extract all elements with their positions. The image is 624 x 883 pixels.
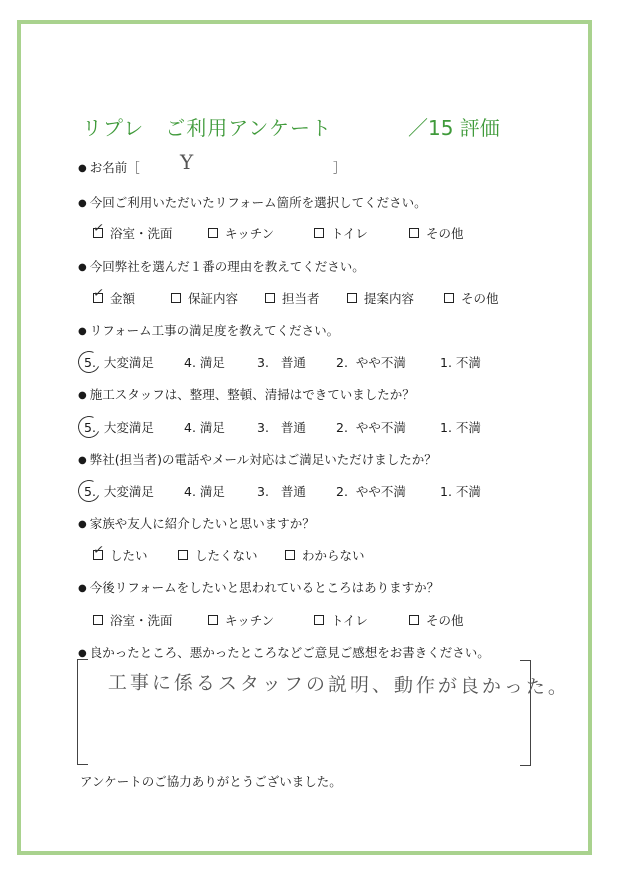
q2-option-price[interactable]: ✓ 金額	[92, 285, 136, 306]
q5-rating-1[interactable]: 1. 不満	[440, 484, 481, 499]
question-reform-area: ● 今回ご利用いただいたリフォーム箇所を選択してください。	[78, 193, 427, 211]
checkbox[interactable]	[92, 285, 105, 303]
question-reason: ● 今回弊社を選んだ１番の理由を教えてください。	[78, 257, 365, 275]
name-value[interactable]: Y	[180, 150, 194, 174]
q1-option-toilet[interactable]: トイレ	[314, 224, 368, 242]
q6-option-yes[interactable]: ✓ したい	[92, 542, 148, 563]
q5-rating-3[interactable]: 3. 普通	[257, 484, 306, 499]
checkbox[interactable]	[208, 615, 218, 625]
q7-option-bath[interactable]: 浴室・洗面	[93, 611, 173, 629]
q4-rating-4[interactable]: 4. 満足	[184, 420, 225, 435]
checkbox[interactable]	[409, 228, 419, 238]
q3-rating-4[interactable]: 4. 満足	[184, 355, 225, 370]
q3-rating-3[interactable]: 3. 普通	[257, 355, 306, 370]
q3-rating-2[interactable]: 2. やや不満	[336, 355, 406, 370]
question-cleanliness: ● 施工スタッフは、整理、整頓、清掃はできていましたか？	[78, 385, 415, 403]
question-communication: ● 弊社(担当者)の電話やメール対応はご満足いただけましたか？	[78, 450, 437, 468]
q1-option-other[interactable]: その他	[409, 224, 464, 242]
checkbox[interactable]	[208, 228, 218, 238]
checkbox[interactable]	[285, 550, 295, 560]
q2-option-warranty[interactable]: 保証内容	[171, 289, 238, 307]
q1-option-bath[interactable]: ✓ 浴室・洗面	[92, 220, 173, 241]
q7-option-toilet[interactable]: トイレ	[314, 611, 368, 629]
comment-text[interactable]: 工事に係るスタッフの説明、動作が良かった。	[107, 671, 571, 699]
checkbox[interactable]	[92, 220, 105, 238]
checkbox[interactable]	[409, 615, 419, 625]
page-border	[17, 20, 592, 855]
check-mark-icon: ✓	[92, 285, 105, 302]
q5-rating-4[interactable]: 4. 満足	[184, 484, 225, 499]
q6-option-unsure[interactable]: わからない	[285, 546, 365, 564]
checkbox[interactable]	[178, 550, 188, 560]
q3-rating-1[interactable]: 1. 不満	[440, 355, 481, 370]
q5-rating-2[interactable]: 2. やや不満	[336, 484, 406, 499]
question-recommend: ● 家族や友人に紹介したいと思いますか？	[78, 514, 315, 532]
q1-option-kitchen[interactable]: キッチン	[208, 224, 274, 242]
checkbox[interactable]	[314, 615, 324, 625]
q2-option-other[interactable]: その他	[444, 289, 499, 307]
name-question: ● お名前［	[78, 158, 140, 176]
q4-rating-1[interactable]: 1. 不満	[440, 420, 481, 435]
footer-thanks: アンケートのご協力ありがとうございました。	[80, 774, 342, 789]
checkbox[interactable]	[171, 293, 181, 303]
q6-option-no[interactable]: したくない	[178, 546, 258, 564]
checkbox[interactable]	[265, 293, 275, 303]
checkbox[interactable]	[444, 293, 454, 303]
q2-option-staff[interactable]: 担当者	[265, 289, 320, 307]
q3-rating-5[interactable]: 5. 大変満足	[84, 353, 154, 371]
question-satisfaction: ● リフォーム工事の満足度を教えてください。	[78, 321, 339, 339]
check-mark-icon: ✓	[92, 220, 105, 237]
q4-rating-3[interactable]: 3. 普通	[257, 420, 306, 435]
check-mark-icon: ✓	[92, 542, 105, 559]
checkbox[interactable]	[92, 542, 105, 560]
q4-rating-5[interactable]: 5. 大変満足	[84, 418, 154, 436]
q5-rating-5[interactable]: 5. 大変満足	[84, 482, 154, 500]
question-future-reform: ● 今後リフォームをしたいと思われているところはありますか？	[78, 578, 439, 596]
q7-option-kitchen[interactable]: キッチン	[208, 611, 274, 629]
score-field: ／15 評価	[408, 116, 500, 140]
name-close-bracket: ］	[333, 160, 346, 175]
checkbox[interactable]	[347, 293, 357, 303]
q7-option-other[interactable]: その他	[409, 611, 464, 629]
q4-rating-2[interactable]: 2. やや不満	[336, 420, 406, 435]
question-comments: ● 良かったところ、悪かったところなどご意見ご感想をお書きください。	[78, 643, 490, 661]
checkbox[interactable]	[93, 615, 103, 625]
survey-title: リプレ ご利用アンケート	[82, 116, 332, 140]
q2-option-proposal[interactable]: 提案内容	[347, 289, 414, 307]
checkbox[interactable]	[314, 228, 324, 238]
comment-box-left-bracket	[77, 659, 88, 765]
